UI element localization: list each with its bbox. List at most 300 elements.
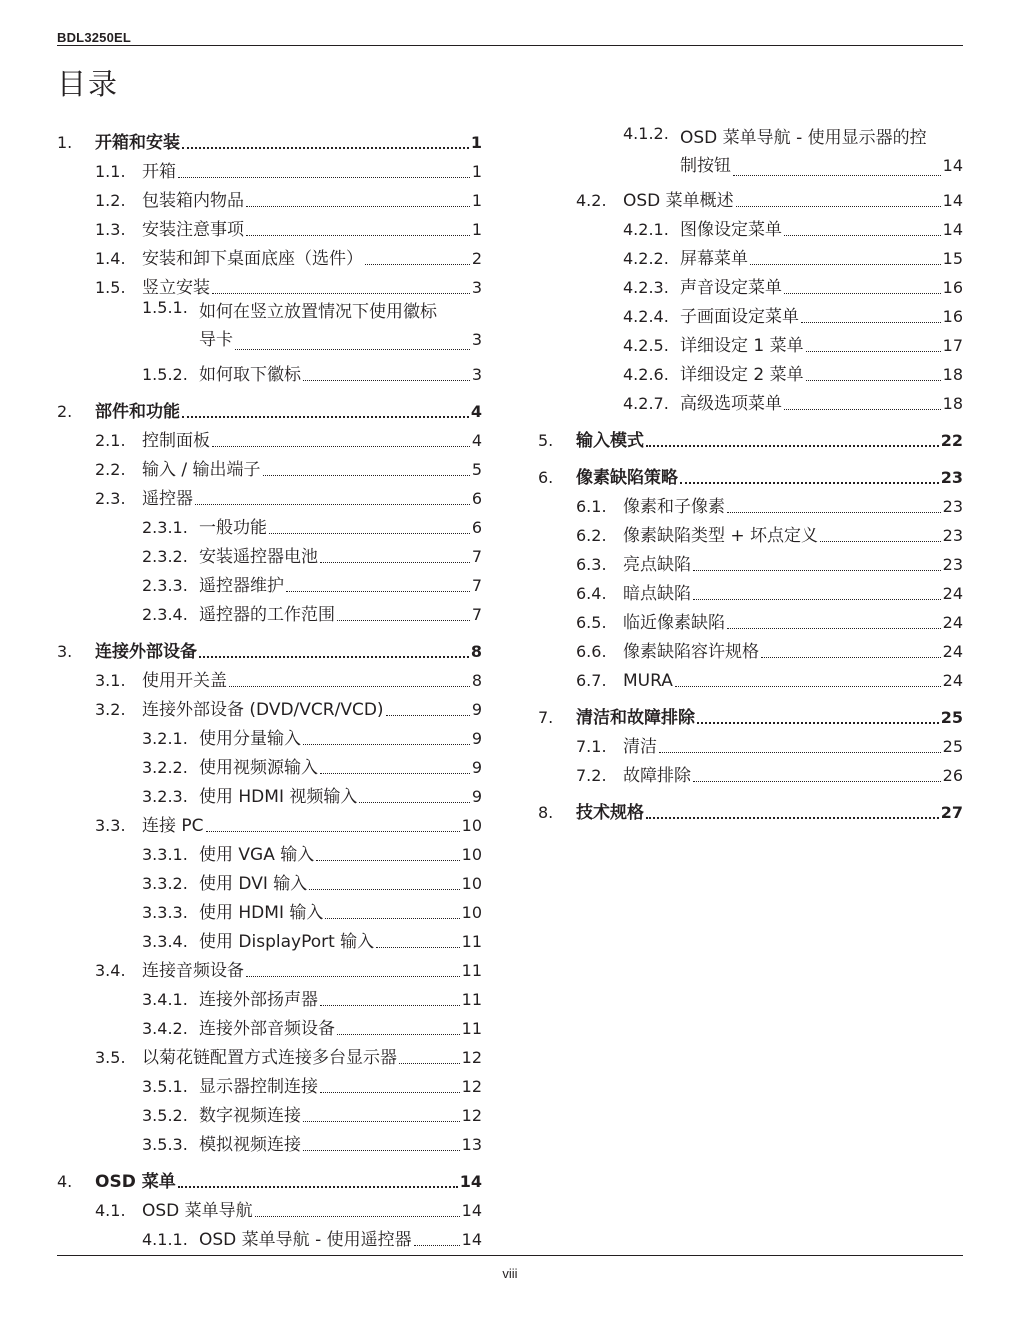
- toc-entry-page: 12: [461, 1077, 482, 1096]
- toc-entry-number: 3.3.: [95, 816, 126, 835]
- toc-entry-number: 1.5.2.: [142, 365, 188, 384]
- toc-entry-number: 6.5.: [576, 613, 607, 632]
- toc-entry[interactable]: [538, 298, 963, 327]
- toc-entry-page: 3: [471, 278, 482, 297]
- toc-entry-title: 像素和子像素: [623, 497, 725, 517]
- toc-entry-title: 使用开关盖: [142, 671, 227, 691]
- dot-leader: [229, 686, 470, 687]
- toc-entry-page: 8: [471, 671, 482, 690]
- toc-entry[interactable]: [57, 662, 482, 691]
- toc-entry[interactable]: [57, 298, 482, 356]
- toc-entry-title: 连接 PC: [142, 816, 204, 836]
- toc-entry[interactable]: [538, 459, 963, 488]
- toc-entry[interactable]: [57, 1068, 482, 1097]
- toc-entry-number: 1.: [57, 133, 73, 152]
- section-gap: [538, 691, 963, 699]
- dot-leader: [399, 1063, 460, 1064]
- toc-entry-title: 连接外部设备: [95, 642, 197, 662]
- dot-leader: [646, 445, 939, 447]
- toc-entry-number: 3.: [57, 642, 73, 661]
- toc-entry[interactable]: [538, 546, 963, 575]
- dot-leader: [697, 722, 939, 724]
- toc-entry-number: 3.3.3.: [142, 903, 188, 922]
- toc-entry-title: 如何取下徽标: [199, 365, 301, 385]
- toc-entry-page: 24: [942, 584, 963, 603]
- toc-entry-number: 7.2.: [576, 766, 607, 785]
- dot-leader: [359, 802, 469, 803]
- toc-entry[interactable]: [538, 662, 963, 691]
- toc-entry-number: 3.3.1.: [142, 845, 188, 864]
- dot-leader: [320, 1092, 460, 1093]
- dot-leader: [246, 976, 460, 977]
- toc-entry-number: 1.3.: [95, 220, 126, 239]
- toc-entry-number: 2.3.4.: [142, 605, 188, 624]
- dot-leader: [736, 206, 941, 207]
- toc-entry-number: 2.: [57, 402, 73, 421]
- toc-entry-page: 4: [471, 431, 482, 450]
- toc-entry-title: 使用 DisplayPort 输入: [199, 932, 375, 952]
- toc-entry-number: 3.5.1.: [142, 1077, 188, 1096]
- toc-entry-page: 16: [942, 307, 963, 326]
- toc-entry-page: 10: [461, 845, 482, 864]
- toc-entry-number: 4.2.7.: [623, 394, 669, 413]
- section-gap: [538, 786, 963, 794]
- toc-entry-page: 14: [461, 1230, 482, 1249]
- dot-leader: [212, 446, 470, 447]
- toc-entry-number: 3.4.2.: [142, 1019, 188, 1038]
- toc-entry-title: 数字视频连接: [199, 1106, 301, 1126]
- toc-entry-title: 包装箱内物品: [142, 191, 244, 211]
- dot-leader: [365, 264, 470, 265]
- toc-entry-title-continued: 导卡: [199, 330, 233, 350]
- dot-leader: [320, 562, 470, 563]
- toc-entry-number: 1.1.: [95, 162, 126, 181]
- toc-entry-number: 2.3.1.: [142, 518, 188, 537]
- toc-entry-page: 15: [942, 249, 963, 268]
- dot-leader: [675, 686, 941, 687]
- toc-entry[interactable]: [57, 269, 482, 298]
- toc-entry-number: 4.1.2.: [623, 124, 669, 143]
- header-rule: [57, 45, 963, 46]
- dot-leader: [309, 889, 459, 890]
- toc-entry-page: 5: [471, 460, 482, 479]
- section-gap: [538, 414, 963, 422]
- toc-entry-title: 清洁: [623, 737, 657, 757]
- toc-entry-number: 3.5.3.: [142, 1135, 188, 1154]
- toc-entry-title: 显示器控制连接: [199, 1077, 318, 1097]
- toc-entry-page: 22: [940, 431, 963, 450]
- toc-entry-title-continued: 制按钮: [680, 156, 731, 176]
- toc-entry-page: 9: [471, 758, 482, 777]
- toc-entry-number: 4.2.5.: [623, 336, 669, 355]
- toc-entry-page: 12: [461, 1106, 482, 1125]
- toc-entry-title: OSD 菜单导航: [142, 1201, 253, 1221]
- toc-entry-title: 遥控器维护: [199, 576, 284, 596]
- toc-entry-title: 以菊花链配置方式连接多台显示器: [142, 1048, 397, 1068]
- toc-entry-number: 6.3.: [576, 555, 607, 574]
- toc-entry-page: 23: [942, 555, 963, 574]
- toc-entry-page: 24: [942, 642, 963, 661]
- dot-leader: [235, 349, 470, 350]
- dot-leader: [195, 504, 470, 505]
- toc-entry-title: 遥控器: [142, 489, 193, 509]
- toc-entry[interactable]: [57, 1039, 482, 1068]
- dot-leader: [376, 947, 459, 948]
- toc-entry-page: 4: [470, 402, 482, 421]
- dot-leader: [325, 918, 459, 919]
- toc-entry-number: 6.1.: [576, 497, 607, 516]
- dot-leader: [178, 177, 470, 178]
- toc-entry-title-line-2: [199, 326, 482, 354]
- section-gap: [57, 1155, 482, 1163]
- toc-entry-title: 像素缺陷容许规格: [623, 642, 759, 662]
- toc-entry-title: OSD 菜单导航 - 使用遥控器: [199, 1230, 412, 1250]
- toc-entry-page: 13: [461, 1135, 482, 1154]
- dot-leader: [337, 620, 470, 621]
- toc-entry-page: 6: [471, 489, 482, 508]
- model-number: BDL3250EL: [57, 30, 132, 45]
- toc-entry[interactable]: [538, 575, 963, 604]
- toc-entry[interactable]: [57, 865, 482, 894]
- toc-entry-title: 部件和功能: [95, 402, 180, 422]
- dot-leader: [320, 773, 470, 774]
- toc-entry-number: 1.5.1.: [142, 298, 188, 317]
- dot-leader: [178, 1186, 458, 1188]
- toc-entry-title: 连接外部设备 (DVD/VCR/VCD): [142, 700, 384, 720]
- toc-entry-number: 2.3.: [95, 489, 126, 508]
- toc-entry[interactable]: [538, 269, 963, 298]
- toc-entry-number: 6.4.: [576, 584, 607, 603]
- toc-entry[interactable]: [57, 153, 482, 182]
- dot-leader: [269, 533, 470, 534]
- dot-leader: [303, 1150, 460, 1151]
- toc-entry-page: 2: [471, 249, 482, 268]
- toc-entry[interactable]: [538, 385, 963, 414]
- toc-entry[interactable]: [538, 327, 963, 356]
- toc-entry[interactable]: [57, 836, 482, 865]
- toc-entry-page: 18: [942, 365, 963, 384]
- toc-entry[interactable]: [57, 952, 482, 981]
- toc-entry[interactable]: [57, 480, 482, 509]
- dot-leader: [246, 235, 470, 236]
- toc-entry-title: [199, 298, 482, 354]
- toc-entry-number: 6.: [538, 468, 554, 487]
- dot-leader: [212, 293, 470, 294]
- toc-entry-title-line: OSD 菜单导航 - 使用显示器的控: [680, 128, 927, 148]
- dot-leader: [303, 1121, 460, 1122]
- dot-leader: [337, 1034, 460, 1035]
- toc-entry-title: 高级选项菜单: [680, 394, 782, 414]
- toc-entry-page: 25: [940, 708, 963, 727]
- toc-entry-number: 7.: [538, 708, 554, 727]
- toc-entry-page: 23: [942, 497, 963, 516]
- toc-entry-page: 24: [942, 671, 963, 690]
- toc-entry-title: 开箱和安装: [95, 133, 180, 153]
- toc-entry-number: 3.2.: [95, 700, 126, 719]
- toc-entry-page: 14: [942, 156, 963, 175]
- toc-entry-title: 控制面板: [142, 431, 210, 451]
- dot-leader: [727, 512, 941, 513]
- toc-entry[interactable]: [538, 182, 963, 211]
- toc-entry-title: MURA: [623, 671, 673, 691]
- toc-entry-page: 6: [471, 518, 482, 537]
- toc-entry-page: 3: [471, 365, 482, 384]
- toc-entry[interactable]: [57, 356, 482, 385]
- toc-entry-page: 9: [471, 729, 482, 748]
- toc-entry-title: 子画面设定菜单: [680, 307, 799, 327]
- dot-leader: [820, 541, 941, 542]
- toc-entry-page: 7: [471, 547, 482, 566]
- toc-entry-number: 4.: [57, 1172, 73, 1191]
- toc-entry-title: 连接音频设备: [142, 961, 244, 981]
- toc-entry-number: 4.2.4.: [623, 307, 669, 326]
- toc-entry-number: 3.2.1.: [142, 729, 188, 748]
- toc-entry-title: 使用 DVI 输入: [199, 874, 308, 894]
- dot-leader: [801, 322, 941, 323]
- toc-entry-title: 模拟视频连接: [199, 1135, 301, 1155]
- toc-entry[interactable]: [538, 517, 963, 546]
- toc-entry-number: 8.: [538, 803, 554, 822]
- toc-entry[interactable]: [57, 596, 482, 625]
- toc-entry[interactable]: [538, 699, 963, 728]
- toc-entry[interactable]: [538, 124, 963, 182]
- page-title: 目录: [57, 67, 120, 101]
- toc-entry-number: 2.1.: [95, 431, 126, 450]
- toc-entry[interactable]: [57, 778, 482, 807]
- toc-entry[interactable]: [57, 393, 482, 422]
- toc-entry-page: 14: [942, 191, 963, 210]
- toc-entry-title: 输入模式: [576, 431, 644, 451]
- toc-entry-page: 10: [461, 903, 482, 922]
- toc-entry-number: 2.3.3.: [142, 576, 188, 595]
- toc-entry[interactable]: [57, 211, 482, 240]
- dot-leader: [659, 752, 941, 753]
- toc-entry-number: 4.1.: [95, 1201, 126, 1220]
- dot-leader: [693, 599, 941, 600]
- dot-leader: [182, 147, 469, 149]
- dot-leader: [414, 1245, 460, 1246]
- toc-entry[interactable]: [538, 604, 963, 633]
- toc-entry-title: 使用 HDMI 输入: [199, 903, 324, 923]
- dot-leader: [303, 744, 470, 745]
- toc-entry-number: 2.2.: [95, 460, 126, 479]
- dot-leader: [316, 860, 459, 861]
- toc-entry-title-line-2: [680, 152, 963, 180]
- toc-entry-page: 3: [471, 330, 482, 349]
- toc-entry-number: 3.5.2.: [142, 1106, 188, 1125]
- toc-entry-page: 7: [471, 605, 482, 624]
- toc-entry-title: 详细设定 2 菜单: [680, 365, 804, 385]
- dot-leader: [246, 206, 470, 207]
- toc-entry-page: 11: [461, 932, 482, 951]
- toc-entry[interactable]: [57, 720, 482, 749]
- toc-entry-title: 声音设定菜单: [680, 278, 782, 298]
- dot-leader: [320, 1005, 460, 1006]
- toc-entry[interactable]: [57, 749, 482, 778]
- toc-entry-page: 7: [471, 576, 482, 595]
- toc-entry-page: 9: [471, 700, 482, 719]
- toc-column-right: [538, 124, 963, 823]
- toc-entry[interactable]: [538, 422, 963, 451]
- toc-column-left: [57, 124, 482, 1250]
- toc-entry-title: 屏幕菜单: [680, 249, 748, 269]
- toc-entry-title: 安装和卸下桌面底座（选件）: [142, 249, 363, 269]
- toc-entry-number: 1.4.: [95, 249, 126, 268]
- dot-leader: [784, 293, 941, 294]
- toc-entry-title: 使用 VGA 输入: [199, 845, 315, 865]
- toc-entry-title: 遥控器的工作范围: [199, 605, 335, 625]
- toc-entry[interactable]: [57, 451, 482, 480]
- toc-entry-page: 23: [940, 468, 963, 487]
- toc-entry[interactable]: [57, 124, 482, 153]
- toc-entry-page: 25: [942, 737, 963, 756]
- toc-entry-title: 使用 HDMI 视频输入: [199, 787, 358, 807]
- toc-entry-title: 像素缺陷类型 + 坏点定义: [623, 526, 819, 546]
- section-gap: [57, 385, 482, 393]
- toc-entry[interactable]: [57, 691, 482, 720]
- toc-entry-number: 3.1.: [95, 671, 126, 690]
- toc-entry-number: 4.2.1.: [623, 220, 669, 239]
- toc-entry[interactable]: [57, 422, 482, 451]
- toc-entry-title: 清洁和故障排除: [576, 708, 695, 728]
- dot-leader: [680, 482, 939, 484]
- toc-entry-number: 4.2.2.: [623, 249, 669, 268]
- dot-leader: [303, 380, 470, 381]
- toc-entry-number: 3.4.1.: [142, 990, 188, 1009]
- dot-leader: [646, 817, 939, 819]
- toc-entry-number: 3.4.: [95, 961, 126, 980]
- toc-entry-page: 1: [471, 191, 482, 210]
- toc-entry[interactable]: [57, 807, 482, 836]
- toc-entry-page: 12: [461, 1048, 482, 1067]
- toc-entry-number: 1.5.: [95, 278, 126, 297]
- toc-entry-page: 11: [461, 990, 482, 1009]
- toc-entry[interactable]: [57, 1192, 482, 1221]
- toc-entry-title: 使用分量输入: [199, 729, 301, 749]
- toc-entry-title: 暗点缺陷: [623, 584, 691, 604]
- dot-leader: [263, 475, 470, 476]
- toc-entry-title: 使用视频源输入: [199, 758, 318, 778]
- toc-entry[interactable]: [57, 567, 482, 596]
- toc-entry[interactable]: [57, 182, 482, 211]
- toc-entry-page: 23: [942, 526, 963, 545]
- toc-entry-page: 10: [461, 816, 482, 835]
- toc-entry-title: 安装遥控器电池: [199, 547, 318, 567]
- toc-entry-title: 故障排除: [623, 766, 691, 786]
- toc-entry-title: 开箱: [142, 162, 176, 182]
- dot-leader: [733, 175, 941, 176]
- dot-leader: [784, 235, 941, 236]
- toc-entry-title: 安装注意事项: [142, 220, 244, 240]
- toc-entry-number: 2.3.2.: [142, 547, 188, 566]
- toc-entry-page: 14: [942, 220, 963, 239]
- toc-entry[interactable]: [538, 794, 963, 823]
- toc-entry-number: 5.: [538, 431, 554, 450]
- toc-entry-number: 6.7.: [576, 671, 607, 690]
- toc-entry-title: 连接外部音频设备: [199, 1019, 335, 1039]
- toc-entry[interactable]: [57, 538, 482, 567]
- toc-entry-number: 3.3.2.: [142, 874, 188, 893]
- page-number: viii: [502, 1266, 518, 1281]
- toc-entry[interactable]: [57, 1097, 482, 1126]
- toc-entry-number: 6.2.: [576, 526, 607, 545]
- toc-entry[interactable]: [57, 1163, 482, 1192]
- toc-entry[interactable]: [57, 1010, 482, 1039]
- toc-entry-page: 1: [470, 133, 482, 152]
- dot-leader: [784, 409, 941, 410]
- toc-entry-page: 24: [942, 613, 963, 632]
- toc-entry-number: 4.2.: [576, 191, 607, 210]
- toc-entry[interactable]: [538, 488, 963, 517]
- toc-entry-page: 1: [471, 220, 482, 239]
- toc-entry[interactable]: [57, 509, 482, 538]
- toc-entry-page: 14: [461, 1201, 482, 1220]
- toc-entry-page: 14: [459, 1172, 482, 1191]
- toc-entry-page: 10: [461, 874, 482, 893]
- toc-entry-page: 11: [461, 1019, 482, 1038]
- toc-entry[interactable]: [57, 633, 482, 662]
- toc-entry-number: 3.2.2.: [142, 758, 188, 777]
- dot-leader: [727, 628, 941, 629]
- toc-entry-title: 技术规格: [576, 803, 644, 823]
- dot-leader: [750, 264, 941, 265]
- dot-leader: [806, 380, 941, 381]
- toc-entry[interactable]: [538, 728, 963, 757]
- toc-entry-page: 16: [942, 278, 963, 297]
- toc-entry-title: 亮点缺陷: [623, 555, 691, 575]
- toc-entry[interactable]: [538, 240, 963, 269]
- toc-entry[interactable]: [538, 757, 963, 786]
- toc-entry-number: 4.2.6.: [623, 365, 669, 384]
- toc-entry-page: 11: [461, 961, 482, 980]
- toc-entry-title: 连接外部扬声器: [199, 990, 318, 1010]
- toc-entry-number: 3.2.3.: [142, 787, 188, 806]
- toc-entry-title: 竖立安装: [142, 278, 210, 298]
- dot-leader: [206, 831, 460, 832]
- toc-entry[interactable]: [538, 211, 963, 240]
- toc-entry-title: 输入 / 输出端子: [142, 460, 261, 480]
- toc-entry[interactable]: [538, 633, 963, 662]
- toc-entry-number: 3.3.4.: [142, 932, 188, 951]
- dot-leader: [386, 715, 470, 716]
- toc-entry-title: 详细设定 1 菜单: [680, 336, 804, 356]
- toc-entry-number: 7.1.: [576, 737, 607, 756]
- toc-entry-title: [680, 124, 963, 180]
- toc-entry-number: 4.2.3.: [623, 278, 669, 297]
- section-gap: [57, 625, 482, 633]
- toc-entry[interactable]: [57, 240, 482, 269]
- toc-entry[interactable]: [57, 894, 482, 923]
- toc-entry-page: 17: [942, 336, 963, 355]
- toc-entry-page: 1: [471, 162, 482, 181]
- toc-entry-title: OSD 菜单: [95, 1172, 176, 1192]
- toc-entry-title: 一般功能: [199, 518, 267, 538]
- footer-rule: [57, 1255, 963, 1256]
- toc-entry[interactable]: [57, 1221, 482, 1250]
- toc-entry[interactable]: [538, 356, 963, 385]
- toc-entry[interactable]: [57, 1126, 482, 1155]
- toc-entry-title: OSD 菜单概述: [623, 191, 734, 211]
- dot-leader: [255, 1216, 460, 1217]
- toc-entry-page: 8: [470, 642, 482, 661]
- dot-leader: [806, 351, 941, 352]
- dot-leader: [286, 591, 470, 592]
- toc-entry-title: 临近像素缺陷: [623, 613, 725, 633]
- toc-entry[interactable]: [57, 923, 482, 952]
- dot-leader: [693, 570, 941, 571]
- toc-entry[interactable]: [57, 981, 482, 1010]
- dot-leader: [693, 781, 941, 782]
